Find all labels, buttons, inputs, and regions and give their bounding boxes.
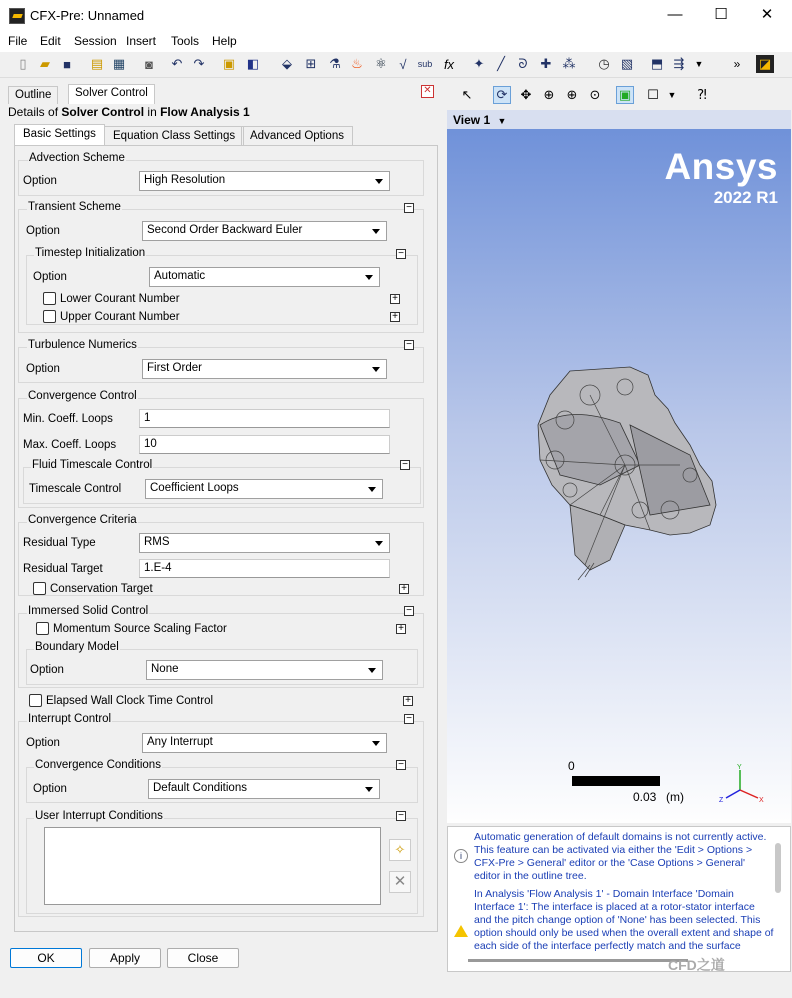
- turbulence-option-value: First Order: [147, 362, 202, 374]
- residual-type-label: Residual Type: [23, 537, 96, 549]
- expand-icon[interactable]: +: [390, 294, 400, 304]
- view-selector[interactable]: [447, 110, 791, 129]
- boundary-icon[interactable]: ⊞: [305, 56, 317, 71]
- convergence-conditions-title: Convergence Conditions: [35, 759, 161, 771]
- zoom-fit-icon[interactable]: ⊙: [589, 87, 601, 102]
- new-file-icon[interactable]: ▯: [19, 56, 27, 71]
- upper-courant-label: Upper Courant Number: [60, 311, 180, 323]
- expand-icon[interactable]: +: [403, 696, 413, 706]
- boundary-option-select[interactable]: [146, 660, 383, 680]
- max-coeff-loops-label: Max. Coeff. Loops: [23, 439, 117, 451]
- menu-file[interactable]: File: [8, 34, 28, 48]
- maximize-button[interactable]: ☐: [714, 6, 728, 23]
- elapsed-wall-clock-label: Elapsed Wall Clock Time Control: [46, 695, 214, 707]
- elapsed-wall-clock-checkbox[interactable]: [29, 694, 42, 707]
- residual-target-label: Residual Target: [23, 563, 103, 575]
- conv-conditions-option-label: Option: [33, 783, 67, 795]
- menu-tools[interactable]: Tools: [171, 34, 200, 48]
- message-pane[interactable]: [447, 826, 791, 972]
- timescale-control-value: Coefficient Loops: [150, 482, 239, 494]
- init-option-value: Automatic: [154, 270, 206, 282]
- menu-session[interactable]: Session: [74, 34, 117, 48]
- tab-advanced-options[interactable]: Advanced Options: [241, 126, 353, 145]
- ansys-logo: Ansys: [664, 146, 778, 187]
- transient-scheme-title: Transient Scheme: [28, 201, 121, 213]
- menu-edit[interactable]: Edit: [40, 34, 61, 48]
- tab-outline[interactable]: Outline: [8, 86, 58, 104]
- save-icon[interactable]: ■: [63, 56, 71, 72]
- viewport-dropdown-icon[interactable]: ▼: [667, 90, 677, 100]
- init-option-label: Option: [33, 271, 67, 283]
- chevron-down-icon: [368, 487, 376, 492]
- chevron-down-icon: [372, 229, 380, 234]
- convergence-control-title: Convergence Control: [28, 390, 137, 402]
- highlight-icon[interactable]: ▣: [616, 86, 634, 104]
- help-pointer-icon[interactable]: ⁈: [697, 87, 707, 102]
- details-prefix: Details of: [8, 105, 59, 119]
- collapse-icon[interactable]: −: [404, 340, 414, 350]
- turbulence-option-label: Option: [26, 363, 60, 375]
- open-results-icon[interactable]: ▣: [222, 56, 236, 71]
- boundary-model-title: Boundary Model: [35, 641, 119, 653]
- point-icon[interactable]: ✚: [540, 56, 552, 71]
- material-icon[interactable]: ⚗: [329, 56, 341, 71]
- tab-equation-class-settings[interactable]: Equation Class Settings: [104, 126, 244, 145]
- user-interrupt-title: User Interrupt Conditions: [35, 810, 163, 822]
- axis-triad-icon: [716, 762, 766, 806]
- delete-icon[interactable]: ✕: [389, 871, 411, 893]
- interrupt-option-value: Any Interrupt: [147, 736, 213, 748]
- timestep-init-title: Timestep Initialization: [35, 247, 146, 259]
- conservation-target-label: Conservation Target: [50, 583, 153, 595]
- minimize-button[interactable]: —: [667, 6, 683, 23]
- turbulence-option-select[interactable]: [142, 359, 387, 379]
- tab-solver-control[interactable]: Solver Control: [68, 84, 155, 104]
- camera-icon[interactable]: ◙: [145, 56, 153, 72]
- chevron-down-icon: [365, 787, 373, 792]
- conv-conditions-value: Default Conditions: [153, 782, 247, 794]
- solver-icon[interactable]: ◧: [246, 56, 260, 71]
- conservation-target-checkbox[interactable]: [33, 582, 46, 595]
- advection-option-value: High Resolution: [144, 174, 226, 186]
- cloud-icon[interactable]: ⁂: [562, 56, 576, 71]
- line-icon[interactable]: ╱: [497, 56, 505, 71]
- details-context: Flow Analysis 1: [160, 105, 250, 119]
- align-icon[interactable]: ⇶: [673, 56, 685, 71]
- watermark: CFD之道: [668, 957, 725, 973]
- interrupt-option-label: Option: [26, 737, 60, 749]
- scale-unit: (m): [666, 790, 684, 804]
- transient-option-label: Option: [26, 225, 60, 237]
- expand-icon[interactable]: +: [399, 584, 409, 594]
- ansys-icon[interactable]: ◪: [756, 55, 774, 73]
- subroutine-icon[interactable]: sub: [417, 59, 433, 69]
- lower-courant-checkbox[interactable]: [43, 292, 56, 305]
- boundary-option-label: Option: [30, 664, 64, 676]
- details-mid: in: [147, 105, 157, 119]
- import-icon[interactable]: ▤: [90, 56, 104, 71]
- close-window-button[interactable]: ✕: [760, 6, 774, 23]
- svg-text:X: X: [759, 797, 764, 804]
- user-interrupt-list[interactable]: [44, 827, 381, 905]
- view-label: View 1: [453, 113, 491, 127]
- chevron-down-icon: ▼: [497, 116, 507, 126]
- momentum-scaling-checkbox[interactable]: [36, 622, 49, 635]
- advection-scheme-title: Advection Scheme: [29, 152, 125, 164]
- convergence-criteria-title: Convergence Criteria: [28, 514, 137, 526]
- box-icon[interactable]: ⬒: [650, 56, 664, 71]
- scale-zero: 0: [568, 759, 575, 773]
- max-coeff-loops-input[interactable]: 10: [139, 435, 390, 454]
- horizontal-scrollbar[interactable]: [468, 959, 688, 962]
- info-icon: i: [454, 849, 468, 863]
- interrupt-option-select[interactable]: [142, 733, 387, 753]
- advection-option-label: Option: [23, 175, 57, 187]
- domain-icon[interactable]: ⬙: [282, 56, 292, 71]
- redo-icon[interactable]: ↷: [193, 56, 205, 71]
- undo-icon[interactable]: ↶: [171, 56, 183, 71]
- mesh-adapt-icon[interactable]: ✦: [473, 56, 485, 71]
- clock-icon[interactable]: ◷: [598, 56, 610, 71]
- residual-type-value: RMS: [144, 536, 170, 548]
- zoom-icon[interactable]: ⊕: [543, 87, 555, 102]
- window-title: CFX-Pre: Unnamed: [30, 8, 145, 23]
- close-button[interactable]: Close: [167, 948, 239, 968]
- rotate-icon[interactable]: ⟳: [493, 86, 511, 104]
- chevron-down-icon: [365, 275, 373, 280]
- menu-bar: [0, 32, 792, 52]
- turbulence-numerics-title: Turbulence Numerics: [28, 339, 137, 351]
- chevron-down-icon: [375, 541, 383, 546]
- chevron-down-icon: [372, 741, 380, 746]
- boundary-option-value: None: [151, 663, 179, 675]
- collapse-icon[interactable]: −: [396, 811, 406, 821]
- scale-bar: [572, 776, 660, 786]
- vertical-scrollbar[interactable]: [775, 843, 781, 893]
- upper-courant-checkbox[interactable]: [43, 310, 56, 323]
- info-message: Automatic generation of default domains is not currently active. This feature can be activated via either the 'Edit > Options > CFX-Pre > General' editor or the 'Case Options > General' editor in the outline tree.: [474, 831, 767, 882]
- viewport-layout-icon[interactable]: ☐: [647, 87, 659, 102]
- collapse-icon[interactable]: −: [404, 203, 414, 213]
- expand-icon[interactable]: +: [396, 624, 406, 634]
- monitor-icon[interactable]: ▧: [620, 56, 634, 71]
- min-coeff-loops-input[interactable]: 1: [139, 409, 390, 428]
- min-coeff-loops-label: Min. Coeff. Loops: [23, 413, 113, 425]
- mixture-icon[interactable]: ⚛: [375, 56, 387, 71]
- toolbar-dropdown-icon[interactable]: ▼: [694, 59, 704, 69]
- chevron-down-icon: [375, 179, 383, 184]
- collapse-icon[interactable]: −: [396, 760, 406, 770]
- chevron-down-icon: [372, 367, 380, 372]
- details-heading: [8, 105, 250, 119]
- tab-basic-settings[interactable]: Basic Settings: [14, 124, 105, 145]
- lower-courant-label: Lower Courant Number: [60, 293, 180, 305]
- interrupt-control-title: Interrupt Control: [28, 713, 112, 725]
- chevron-down-icon: [368, 668, 376, 673]
- reaction-icon[interactable]: ♨: [351, 56, 363, 71]
- details-object: Solver Control: [61, 105, 145, 119]
- residual-target-input[interactable]: 1.E-4: [139, 559, 390, 578]
- new-item-icon[interactable]: ✧: [389, 839, 411, 861]
- transient-option-value: Second Order Backward Euler: [147, 224, 303, 236]
- cfx-app-icon: [9, 8, 25, 24]
- immersed-solid-title: Immersed Solid Control: [28, 605, 149, 617]
- scale-value: 0.03: [633, 790, 657, 804]
- open-folder-icon[interactable]: ▰: [40, 56, 50, 71]
- geometry-model[interactable]: [530, 365, 720, 585]
- toolbar-overflow-icon[interactable]: »: [733, 57, 741, 71]
- residual-type-select[interactable]: [139, 533, 390, 553]
- warning-icon: [454, 925, 468, 937]
- menu-help[interactable]: Help: [212, 34, 237, 48]
- svg-text:Y: Y: [737, 764, 742, 771]
- timescale-control-label: Timescale Control: [29, 483, 122, 495]
- fluid-timescale-title: Fluid Timescale Control: [32, 459, 153, 471]
- collapse-icon[interactable]: −: [400, 460, 410, 470]
- momentum-scaling-label: Momentum Source Scaling Factor: [53, 623, 227, 635]
- function-icon[interactable]: fx: [443, 56, 455, 72]
- close-panel-icon[interactable]: ✕: [421, 85, 434, 98]
- ok-button[interactable]: OK: [10, 948, 82, 968]
- advection-option-select[interactable]: [139, 171, 390, 191]
- conv-conditions-select[interactable]: [148, 779, 380, 799]
- collapse-icon[interactable]: −: [404, 606, 414, 616]
- pan-icon[interactable]: ✥: [520, 87, 532, 102]
- select-pointer-icon[interactable]: ↖: [461, 87, 473, 102]
- svg-text:Z: Z: [719, 797, 724, 804]
- polyline-icon[interactable]: ᘐ: [518, 56, 528, 71]
- init-option-select[interactable]: [149, 267, 380, 287]
- expand-icon[interactable]: +: [390, 312, 400, 322]
- apply-button[interactable]: Apply: [89, 948, 161, 968]
- mesh-import-icon[interactable]: ▦: [112, 56, 126, 71]
- expression-icon[interactable]: √: [399, 56, 407, 72]
- zoom-box-icon[interactable]: ⊕: [566, 87, 578, 102]
- collapse-icon[interactable]: −: [404, 714, 414, 724]
- menu-insert[interactable]: Insert: [126, 34, 157, 48]
- ansys-version: 2022 R1: [713, 188, 778, 207]
- timescale-control-select[interactable]: [145, 479, 383, 499]
- collapse-icon[interactable]: −: [396, 249, 406, 259]
- warning-message: In Analysis 'Flow Analysis 1' - Domain Interface 'Domain Interface 1': The interface is placed at a rotor-stator interface and the pitch change option of 'None' has been selected. This option should only be used when the overall extent and shape of each side of the interface perfectly match and the surface: [474, 888, 774, 952]
- transient-option-select[interactable]: [142, 221, 387, 241]
